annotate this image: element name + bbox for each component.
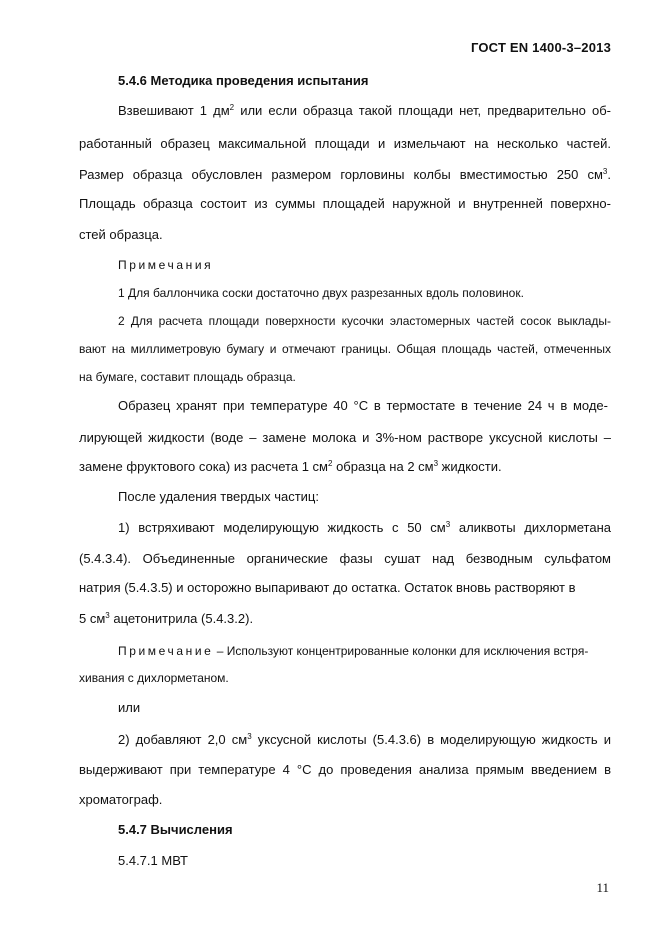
paragraph-4-line-1 — [118, 520, 611, 536]
superscript: 3 — [602, 167, 608, 176]
paragraph-1-line-3 — [79, 167, 611, 183]
paragraph-2-line-3 — [79, 459, 611, 475]
superscript: 2 — [328, 459, 333, 468]
section-heading-5-4-7: 5.4.7 Вычисления — [118, 822, 233, 837]
or-separator: или — [118, 700, 141, 715]
note-item-2-line-2: вают на миллиметровую бумагу и отмечают границы. Общая площадь частей, отмеченных — [79, 342, 611, 356]
superscript: 3 — [445, 520, 451, 529]
text-fragment: – Используют концентрированные колонки для исключения встря- — [213, 644, 589, 658]
document-code-header: ГОСТ EN 1400-3–2013 — [470, 40, 611, 55]
text-fragment: уксусной кислоты (5.4.3.6) в моделирующую жидкость и — [251, 732, 611, 747]
superscript: 2 — [229, 103, 235, 112]
text-fragment: аликвоты дихлорметана — [450, 520, 611, 535]
note-item-2-line-1: 2 Для расчета площади поверхности кусочки эластомерных частей сосок выклады- — [118, 314, 611, 328]
paragraph-5-line-3: хроматограф. — [79, 792, 163, 807]
text-fragment: ацетонитрила (5.4.3.2). — [109, 611, 254, 626]
paragraph-4-line-4 — [79, 611, 611, 627]
paragraph-1-line-1 — [118, 103, 611, 119]
paragraph-5-line-1 — [118, 732, 611, 748]
note-title: Примечания — [118, 258, 214, 272]
text-fragment: образца на 2 см — [332, 459, 434, 474]
paragraph-1-line-4: Площадь образца состоит из суммы площадей наружной и внутренней поверхно- — [79, 196, 611, 211]
note-item-1: 1 Для баллончика соски достаточно двух разрезанных вдоль половинок. — [118, 286, 524, 300]
section-heading-5-4-6: 5.4.6 Методика проведения испытания — [118, 73, 369, 88]
text-fragment: замене фруктового сока) из расчета 1 см — [79, 459, 328, 474]
text-fragment: или если образца такой площади нет, предварительно об- — [234, 103, 612, 118]
text-fragment: Размер образца обусловлен размером горловины колбы вместимостью 250 см — [79, 167, 603, 182]
text-fragment: Взвешивают 1 дм — [118, 103, 230, 118]
note-item-2-line-3: на бумаге, составит площадь образца. — [79, 370, 296, 384]
note-title: Примечание — [118, 644, 214, 658]
superscript: 3 — [247, 732, 252, 741]
note-2-line-2: хивания с дихлорметаном. — [79, 671, 229, 685]
paragraph-2-line-1: Образец хранят при температуре 40 °С в термостате в течение 24 ч в моде- — [118, 398, 608, 413]
page-number: 11 — [596, 880, 609, 895]
paragraph-2-line-2: лирующей жидкости (воде – замене молока и 3%-ном растворе уксусной кислоты – — [79, 430, 611, 445]
subsection-heading-5-4-7-1: 5.4.7.1 МВТ — [118, 853, 188, 868]
superscript: 3 — [433, 459, 439, 468]
text-fragment: 5 см — [79, 611, 106, 626]
paragraph-5-line-2: выдерживают при температуре 4 °С до проведения анализа прямым введением в — [79, 762, 611, 777]
paragraph-3: После удаления твердых частиц: — [118, 489, 319, 504]
note-2-line-1 — [118, 643, 588, 659]
paragraph-1-line-2: работанный образец максимальной площади и измельчают на несколько частей. — [79, 136, 611, 151]
paragraph-4-line-3: натрия (5.4.3.5) и осторожно выпаривают до остатка. Остаток вновь растворяют в — [79, 580, 576, 595]
paragraph-1-line-5: стей образца. — [79, 227, 163, 242]
text-fragment: 1) встряхивают моделирующую жидкость с 50 см — [118, 520, 446, 535]
text-fragment: . — [607, 167, 611, 182]
paragraph-4-line-2: (5.4.3.4). Объединенные органические фазы сушат над безводным сульфатом — [79, 551, 611, 566]
text-fragment: жидкости. — [438, 459, 502, 474]
text-fragment: 2) добавляют 2,0 см — [118, 732, 248, 747]
superscript: 3 — [105, 611, 110, 620]
